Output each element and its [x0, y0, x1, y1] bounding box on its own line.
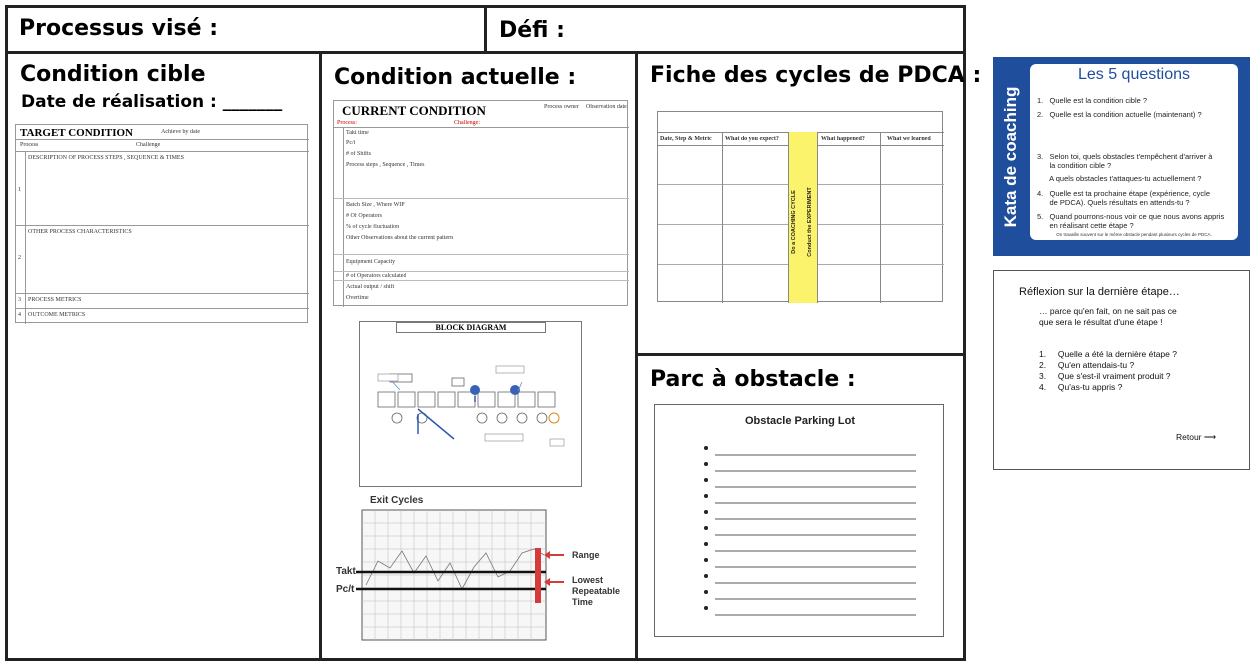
target-form-process: Process	[20, 142, 39, 148]
target-form-title: TARGET CONDITION	[20, 127, 133, 139]
pdca-cycles-form	[657, 111, 943, 302]
current-line: # of Shifts	[346, 151, 372, 157]
obstacle-bullet-list	[655, 405, 945, 638]
block-diagram	[359, 321, 582, 487]
exit-lowest-label-2: Repeatable	[572, 586, 621, 596]
pdca-col-happened: What happened?	[821, 136, 865, 142]
exit-range-label: Range	[572, 550, 600, 560]
target-row-3-num: 3	[18, 297, 21, 303]
reflection-question: 4. Qu'as-tu appris ?	[1039, 382, 1123, 392]
current-line: # Of Operators	[346, 213, 382, 219]
reflection-title: Réflexion sur la dernière étape…	[1019, 286, 1180, 298]
target-date-label: Date de réalisation : _______	[21, 92, 283, 112]
reflection-question: 1. Quelle a été la dernière étape ?	[1039, 349, 1177, 359]
obstacle-form-title: Obstacle Parking Lot	[744, 415, 856, 427]
reflection-intro-1: … parce qu'en fait, on ne sait pas ce	[1039, 306, 1177, 316]
current-condition-title: Condition actuelle :	[334, 65, 577, 90]
exit-cycles-figure	[336, 493, 626, 643]
exit-takt-label: Takt	[336, 566, 356, 577]
target-process-label: Processus visé :	[19, 16, 219, 41]
current-form-owner: Process owner	[544, 104, 579, 110]
header-vertical-divider	[484, 5, 487, 53]
target-row-1-num: 1	[18, 187, 21, 193]
target-form-achieve-by: Achieve by date	[161, 129, 200, 135]
kata-question: A quels obstacles t'attaques-tu actuellement ?	[1037, 174, 1202, 183]
reflection-question: 3. Que s'est-il vraiment produit ?	[1039, 371, 1171, 381]
kata-question: en réalisant cette étape ?	[1037, 221, 1134, 230]
current-line: Takt time	[346, 130, 369, 136]
exit-lowest-label-1: Lowest	[572, 575, 604, 585]
kata-footnote: On travaille souvent sur le même obstacle pendant plusieurs cycles de PDCA.	[1056, 232, 1212, 237]
obstacle-parking-title: Parc à obstacle :	[650, 367, 856, 392]
pdca-band-experiment: Conduct the EXPERIMENT	[807, 187, 813, 257]
target-row-1-label: DESCRIPTION OF PROCESS STEPS , SEQUENCE & TIMES	[28, 155, 184, 161]
exit-pct-label: Pc/t	[336, 584, 355, 595]
kata-title: Les 5 questions	[1077, 66, 1191, 83]
current-line: Equipment Capacity	[346, 259, 396, 265]
current-form-title: CURRENT CONDITION	[342, 103, 486, 118]
current-line: Pc/t	[346, 140, 356, 146]
target-row-2-num: 2	[18, 255, 21, 261]
block-diagram-illustration	[360, 334, 583, 488]
pdca-col-date: Date, Step & Metric	[660, 136, 712, 142]
current-line: Other Observations about the current pattern	[346, 235, 454, 241]
obstacle-parking-lot-form	[654, 404, 944, 637]
target-row-2-label: OTHER PROCESS CHARACTERISTICS	[28, 229, 132, 235]
kata-question: 4. Quelle est ta prochaine étape (expérience, cycle	[1037, 189, 1211, 198]
pdca-obstacle-divider	[635, 353, 966, 356]
kata-question: de PDCA). Quels résultats en attends-tu ?	[1037, 198, 1190, 207]
exit-cycles-title: Exit Cycles	[370, 495, 424, 506]
reflection-question: 2. Qu'en attendais-tu ?	[1039, 360, 1135, 370]
target-row-4-label: OUTCOME METRICS	[28, 312, 86, 318]
current-form-obs-date: Observation date	[586, 104, 627, 110]
pdca-col-expect: What do you expect?	[725, 136, 779, 142]
pdca-band-coaching: Do a COACHING CYCLE	[791, 190, 797, 254]
column-divider-2	[635, 51, 638, 661]
current-form-process: Process:	[337, 120, 357, 126]
target-form-challenge: Challenge	[136, 142, 161, 148]
pdca-col-learned: What we learned	[887, 136, 931, 142]
kata-question: 5. Quand pourrons-nous voir ce que nous avons appris	[1037, 212, 1225, 221]
current-line: % of cycle fluctuation	[346, 224, 400, 230]
exit-cycles-chart	[336, 493, 626, 643]
kata-question: 2. Quelle est la condition actuelle (maintenant) ?	[1037, 110, 1202, 119]
kata-question: la condition cible ?	[1037, 161, 1112, 170]
target-row-4-num: 4	[18, 312, 21, 318]
current-line: Batch Size , Where WIP	[346, 202, 405, 208]
reflection-back-link[interactable]: Retour ⟶	[1176, 432, 1217, 442]
target-row-3-label: PROCESS METRICS	[28, 297, 82, 303]
column-divider-1	[319, 51, 322, 661]
target-condition-form	[15, 124, 308, 323]
pdca-title: Fiche des cycles de PDCA :	[650, 63, 982, 88]
exit-lowest-label-3: Time	[572, 597, 593, 607]
current-condition-form	[333, 100, 628, 306]
reflection-intro-2: que sera le résultat d'une étape !	[1039, 317, 1163, 327]
current-line: # of Operators calculated	[346, 273, 407, 279]
challenge-label: Défi :	[499, 18, 565, 43]
current-line: Process steps , Sequence , Times	[346, 162, 425, 168]
block-diagram-title: BLOCK DIAGRAM	[396, 322, 546, 333]
current-form-challenge: Challenge:	[454, 120, 480, 126]
kata-question: 1. Quelle est la condition cible ?	[1037, 96, 1148, 105]
current-line: Overtime	[346, 295, 369, 301]
kata-side-title: Kata de coaching	[1001, 86, 1020, 228]
kata-question: 3. Selon toi, quels obstacles t'empêchent d'arriver à	[1037, 152, 1213, 161]
target-condition-title: Condition cible	[20, 62, 206, 87]
current-line: Actual output / shift	[346, 284, 395, 290]
